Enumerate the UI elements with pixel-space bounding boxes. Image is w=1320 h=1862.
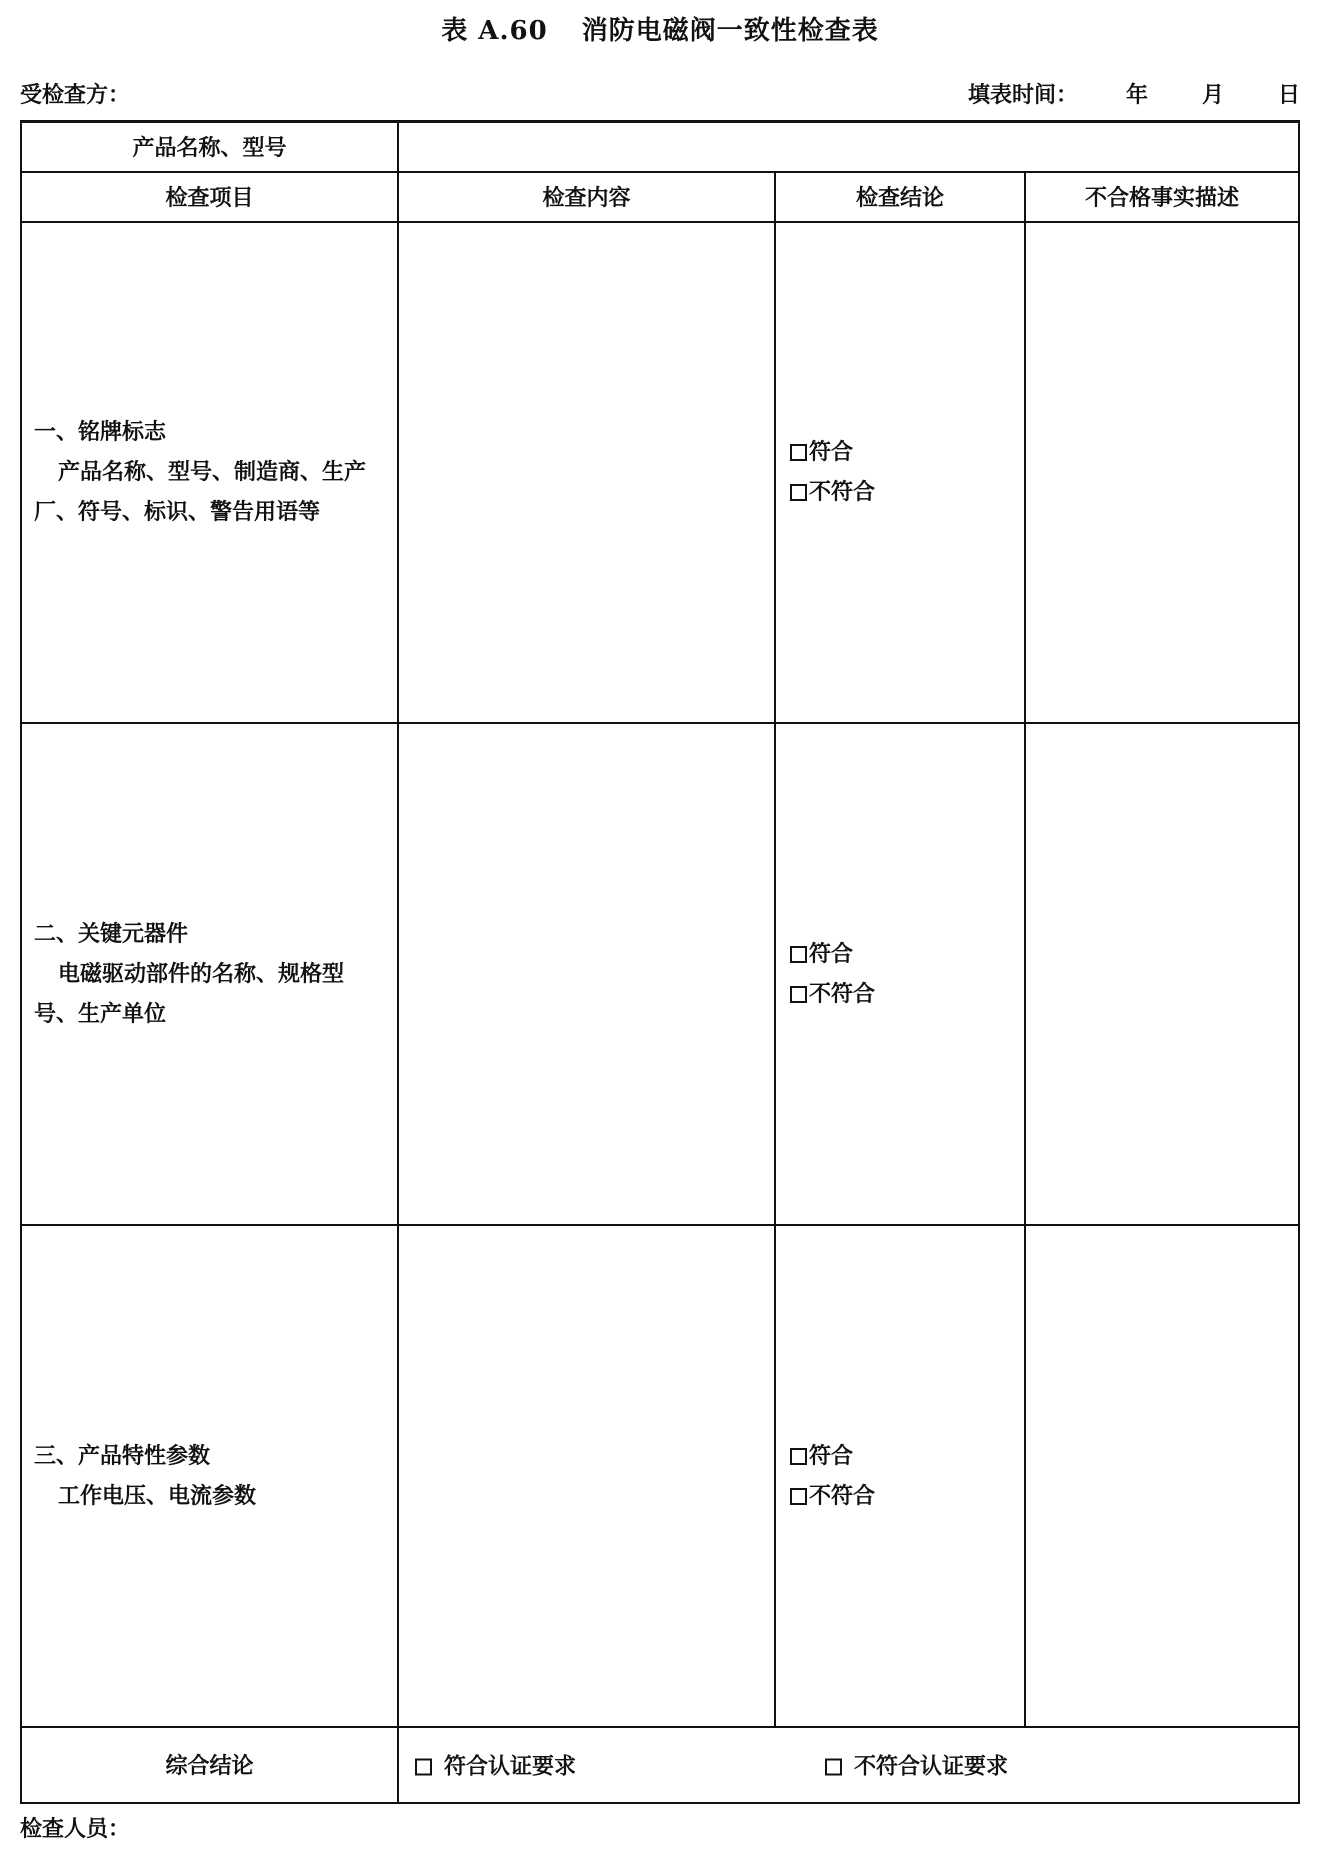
overall-row <box>21 1727 1299 1803</box>
fill-time <box>968 78 1300 109</box>
verdict-options <box>775 1225 1025 1727</box>
item-heading: 三、产品特性参数 <box>34 1442 211 1469</box>
day-label: 日 <box>1277 82 1300 108</box>
inspector-label: 检查人员： <box>20 1816 131 1842</box>
inspection-item <box>21 723 398 1225</box>
inspected-party-label: 受检查方： <box>20 82 131 108</box>
col-header-verdict: 检查结论 <box>775 172 1025 222</box>
overall-options <box>398 1727 1299 1803</box>
pass-option[interactable] <box>790 934 1024 974</box>
item-heading: 二、关键元器件 <box>34 920 189 947</box>
item-description: 工作电压、电流参数 <box>58 1482 257 1509</box>
checkbox-icon[interactable] <box>415 1758 432 1775</box>
fill-time-label: 填表时间： <box>967 82 1078 108</box>
fail-option[interactable] <box>790 472 1024 512</box>
fail-label: 不符合 <box>809 1482 876 1509</box>
checkbox-icon[interactable] <box>790 1448 807 1465</box>
overall-fail-option[interactable] <box>825 1749 1008 1780</box>
page-title <box>0 10 1320 47</box>
table-row <box>21 222 1299 723</box>
checkbox-icon[interactable] <box>825 1758 842 1775</box>
inspection-item <box>21 1225 398 1727</box>
verdict-options <box>775 222 1025 723</box>
nonconformity-field[interactable] <box>1025 222 1299 723</box>
nonconformity-field[interactable] <box>1025 1225 1299 1727</box>
col-header-nonconformity: 不合格事实描述 <box>1025 172 1299 222</box>
table-row <box>21 1225 1299 1727</box>
fail-label: 不符合 <box>809 980 876 1007</box>
fail-option[interactable] <box>790 1476 1024 1516</box>
checkbox-icon[interactable] <box>790 444 807 461</box>
col-header-item: 检查项目 <box>21 172 398 222</box>
pass-option[interactable] <box>790 1436 1024 1476</box>
overall-label: 综合结论 <box>21 1727 398 1803</box>
product-name-label: 产品名称、型号 <box>21 122 398 172</box>
pass-option[interactable] <box>790 432 1024 472</box>
col-header-content: 检查内容 <box>398 172 775 222</box>
overall-pass-option[interactable] <box>415 1749 576 1780</box>
checkbox-icon[interactable] <box>790 986 807 1003</box>
inspection-table <box>20 120 1300 1804</box>
product-name-field[interactable] <box>398 122 1299 172</box>
header-row <box>21 172 1299 222</box>
checkbox-icon[interactable] <box>790 946 807 963</box>
inspection-content-field[interactable] <box>398 723 775 1225</box>
nonconformity-field[interactable] <box>1025 723 1299 1225</box>
item-description: 产品名称、型号、制造商、生产厂、符号、标识、警告用语等 <box>34 459 367 525</box>
header-meta <box>20 78 1300 108</box>
product-name-row <box>21 122 1299 172</box>
overall-pass-label: 符合认证要求 <box>444 1753 577 1779</box>
pass-label: 符合 <box>809 1442 854 1469</box>
overall-fail-label: 不符合认证要求 <box>854 1753 1009 1779</box>
inspection-content-field[interactable] <box>398 1225 775 1727</box>
inspection-item <box>21 222 398 723</box>
inspection-content-field[interactable] <box>398 222 775 723</box>
verdict-options <box>775 723 1025 1225</box>
checkbox-icon[interactable] <box>790 484 807 501</box>
table-title: 消防电磁阀一致性检查表 <box>581 16 879 46</box>
item-heading: 一、铭牌标志 <box>34 419 167 445</box>
year-label: 年 <box>1125 82 1148 108</box>
table-row <box>21 723 1299 1225</box>
fail-option[interactable] <box>790 974 1024 1014</box>
fail-label: 不符合 <box>809 479 876 505</box>
item-description: 电磁驱动部件的名称、规格型号、生产单位 <box>34 960 345 1027</box>
table-number: 表 A.60 <box>441 16 548 46</box>
pass-label: 符合 <box>809 940 854 967</box>
pass-label: 符合 <box>809 439 854 465</box>
checkbox-icon[interactable] <box>790 1488 807 1505</box>
month-label: 月 <box>1201 82 1224 108</box>
